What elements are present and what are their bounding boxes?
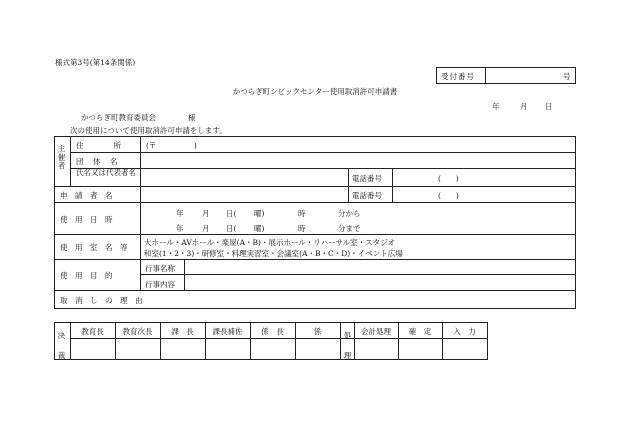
organization-name-label: 団 体 名	[76, 157, 119, 166]
rooms-label: 使 用 室 名 等	[60, 243, 128, 252]
from-hour: 時	[298, 209, 306, 218]
approval-col-assistant-chief: 課長補佐	[212, 327, 243, 336]
processing-col-input: 入 力	[453, 327, 476, 336]
approval-col-superintendent: 教育長	[81, 327, 104, 336]
address-field[interactable]: (〒 )	[146, 141, 197, 150]
address-label: 住 所	[76, 141, 121, 150]
approval-col-staff: 係	[313, 327, 322, 336]
to-month: 月	[202, 224, 210, 233]
to-day: 日(	[226, 224, 237, 233]
approval-col-deputy-superintendent: 教育次長	[122, 327, 153, 336]
approval-col-section-chief: 課 長	[171, 327, 194, 336]
date-month: 月	[520, 102, 528, 111]
event-content-label: 行事内容	[145, 280, 175, 289]
form-number: 様式第3号(第14条関係)	[55, 58, 136, 67]
applicant-phone-field[interactable]: ( )	[438, 191, 459, 200]
organizer-phone-label: 電話番号	[352, 174, 382, 183]
organizer-phone-field[interactable]: ( )	[438, 174, 459, 183]
approval-kessai-label: 決裁	[57, 331, 66, 360]
to-weekday: 曜)	[254, 224, 265, 233]
addressee-honorific: 様	[188, 113, 196, 122]
purpose-label: 使 用 目 的	[60, 271, 113, 280]
receipt-number-suffix: 号	[563, 72, 571, 81]
organizer-group-label: 主催者	[57, 144, 66, 171]
from-suffix: 分から	[338, 209, 361, 218]
approval-col-subsection-chief: 係 長	[261, 327, 284, 336]
to-suffix: 分まで	[338, 224, 361, 233]
applicant-phone-label: 電話番号	[352, 191, 382, 200]
to-hour: 時	[298, 224, 306, 233]
intro-text: 次の使用について使用取消許可申請をします。	[70, 126, 227, 135]
date-year: 年	[492, 102, 500, 111]
usage-datetime-label: 使 用 日 時	[60, 215, 113, 224]
addressee-name: かつらぎ町教育委員会	[81, 113, 156, 122]
from-weekday: 曜)	[254, 209, 265, 218]
form-title: かつらぎ町シビックセンター使用取消許可申請書	[232, 87, 398, 96]
approval-processing-label: 処理	[343, 331, 352, 360]
processing-col-accounting: 会計処理	[361, 327, 391, 336]
from-day: 日(	[226, 209, 237, 218]
processing-col-confirm: 確 定	[408, 327, 432, 336]
cancellation-reason-label: 取 消 し の 理 由	[60, 296, 143, 305]
rooms-options-line1[interactable]: 大ホール・AVホール・楽屋(A・B)・展示ホール・リハーサル室・スタジオ	[144, 238, 396, 247]
date-day: 日	[545, 102, 553, 111]
to-year: 年	[176, 224, 184, 233]
receipt-number-label: 受付番号	[441, 72, 475, 81]
from-month: 月	[202, 209, 210, 218]
representative-name-label: 氏名又は代表者名	[76, 168, 136, 177]
from-year: 年	[176, 209, 184, 218]
applicant-name-label: 申 請 者 名	[60, 191, 113, 200]
event-name-label: 行事名称	[145, 264, 175, 273]
rooms-options-line2[interactable]: 和室(1・2・3)・研修室・料理実習室・会議室(A・B・C・D)・イベント広場	[144, 249, 403, 258]
